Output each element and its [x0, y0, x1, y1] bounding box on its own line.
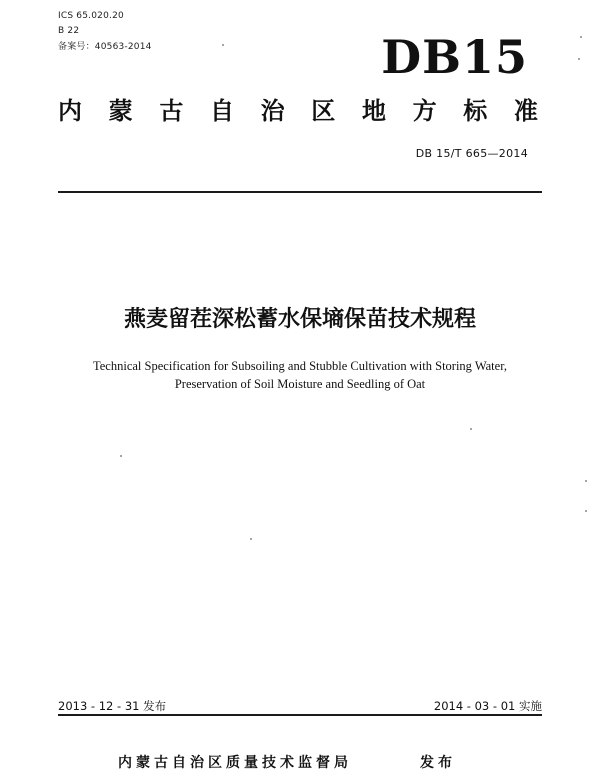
- ics-code: ICS 65.020.20: [58, 11, 124, 21]
- scan-speck: [585, 510, 587, 512]
- standard-type-char: 准: [513, 97, 538, 125]
- record-number: 备案号：40563-2014: [58, 42, 152, 52]
- document-title-english: [0, 357, 585, 393]
- standard-type-char: 标: [463, 97, 488, 125]
- standard-type-char: 蒙: [108, 97, 133, 125]
- standard-code: DB 15/T 665—2014: [415, 147, 528, 160]
- scan-speck: [470, 428, 472, 430]
- standard-type-char: 内: [58, 97, 82, 125]
- document-title-chinese: 燕麦留茬深松蓄水保墒保苗技术规程: [123, 307, 476, 332]
- footer-divider: [58, 714, 542, 716]
- standard-type-char: 古: [159, 97, 184, 125]
- category-code: B 22: [58, 26, 80, 36]
- scan-speck: [222, 44, 224, 46]
- standard-logo: DB15: [381, 30, 528, 84]
- standard-type-char: 地: [361, 97, 386, 125]
- standard-type-title: [58, 95, 538, 127]
- scan-speck: [120, 455, 122, 457]
- english-title-line-2: Preservation of Soil Moisture and Seedling of Oat: [174, 377, 426, 391]
- standard-type-char: 自: [209, 97, 234, 125]
- scan-speck: [250, 538, 252, 540]
- scan-speck: [585, 480, 587, 482]
- standard-type-char: 区: [311, 97, 336, 125]
- header-divider: [58, 191, 542, 193]
- scan-speck: [580, 36, 582, 38]
- publisher-name: 内蒙古自治区质量技术监督局: [118, 755, 352, 771]
- english-title-line-1: Technical Specification for Subsoiling and Stubble Cultivation with Storing Water,: [93, 359, 507, 373]
- publish-label: 发布: [420, 755, 456, 771]
- issue-date: 2013 - 12 - 31 发布: [58, 699, 167, 713]
- standard-type-char: 治: [260, 97, 285, 125]
- effective-date: 2014 - 03 - 01 实施: [433, 699, 542, 713]
- scan-speck: [578, 58, 580, 60]
- standard-type-char: 方: [412, 97, 437, 125]
